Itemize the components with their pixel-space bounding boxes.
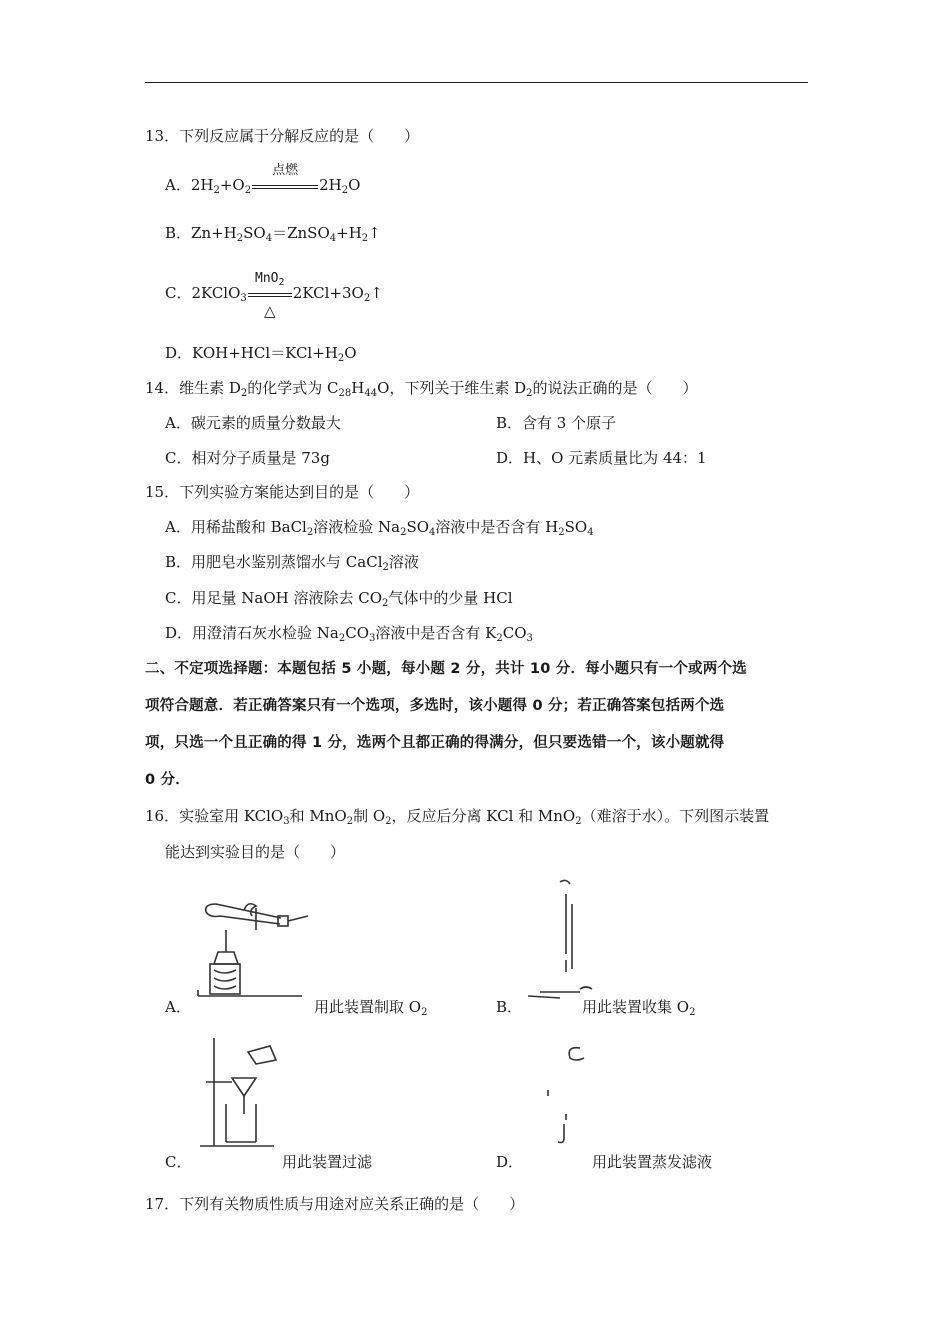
q13-option-a: A．$2H_2+O_2$ 点燃 $2H_2O$ [165, 163, 361, 196]
q14-option-d: D．H、O 元素质量比为 44：1 [496, 449, 707, 467]
reaction-condition-ignite: 点燃 [252, 176, 318, 196]
q16-option-d-label: D． [496, 1153, 524, 1171]
q13-option-b: B．$Zn+H_2SO_4=ZnSO_4+H_2↑$ [165, 224, 381, 244]
q16-option-b-label: B． [496, 998, 523, 1016]
q17-stem: 17．下列有关物质性质与用途对应关系正确的是（ ） [145, 1195, 525, 1213]
q15-stem: 15．下列实验方案能达到目的是（ ） [145, 483, 420, 501]
apparatus-b-gas-collection-image [520, 874, 610, 999]
section2-instructions-line4: 0 分． [145, 772, 190, 788]
q15-option-c: C．用足量 NaOH 溶液除去 $CO_2$气体中的少量 HCl [165, 589, 513, 609]
q13-stem: 13．下列反应属于分解反应的是（ ） [145, 127, 420, 145]
q16-option-b-text: 用此装置收集 $O_2$ [582, 998, 696, 1018]
q14-stem: 14．维生素 $D_2$的化学式为 $C_{28}H_{44}O$，下列关于维生素 $D_2$的说法正确的是（ ） [145, 379, 698, 399]
q14-option-a: A．碳元素的质量分数最大 [165, 414, 341, 432]
section2-instructions-line1: 二、不定项选择题：本题包括 5 小题，每小题 2 分，共计 10 分．每小题只有一个或两个选 [145, 661, 747, 677]
q15-option-a: A．用稀盐酸和 BaCl$_2$溶液检验 $Na_2SO_4$溶液中是否含有 $H_2SO_4$ [165, 518, 594, 538]
q13-option-c: C．2KClO$_3$ MnO$_2$ △ $2KCl+3O_2↑$ [165, 271, 383, 320]
q16-option-c-text: 用此装置过滤 [282, 1153, 373, 1171]
q14-option-c: C．相对分子质量是 73g [165, 449, 330, 467]
apparatus-a-heating-tube-image [196, 890, 311, 1002]
q16-option-c-label: C． [165, 1153, 192, 1171]
header-rule [145, 82, 808, 83]
apparatus-c-filtration-image [196, 1034, 286, 1152]
q15-option-d: D．用澄清石灰水检验 $Na_2CO_3$溶液中是否含有 $K_2CO_3$ [165, 624, 533, 644]
q14-option-b: B．含有 3 个原子 [496, 414, 617, 432]
q16-option-d-text: 用此装置蒸发滤液 [592, 1153, 713, 1171]
q13-option-d: D．$KOH+HCl=KCl+H_2O$ [165, 344, 357, 364]
reaction-condition-catalyst-heat: MnO$_2$ △ [248, 284, 292, 304]
section2-instructions-line2: 项符合题意．若正确答案只有一个选项，多选时，该小题得 0 分；若正确答案包括两个选 [145, 698, 725, 714]
section2-instructions-line3: 项，只选一个且正确的得 1 分，选两个且都正确的得满分，但只要选错一个，该小题就得 [145, 735, 725, 751]
q15-option-b: B．用肥皂水鉴别蒸馏水与 CaCl$_2$溶液 [165, 553, 419, 573]
q16-stem-line2: 能达到实验目的是（ ） [165, 843, 346, 861]
q16-option-a-text: 用此装置制取 $O_2$ [314, 998, 428, 1018]
apparatus-d-evaporation-image [540, 1040, 600, 1148]
q16-stem-line1: 16．实验室用 KClO$_3$和 MnO$_2$制 $O_2$，反应后分离 KCl 和 MnO$_2$（难溶于水）。下列图示装置 [145, 807, 770, 827]
q16-option-a-label: A． [165, 998, 191, 1016]
